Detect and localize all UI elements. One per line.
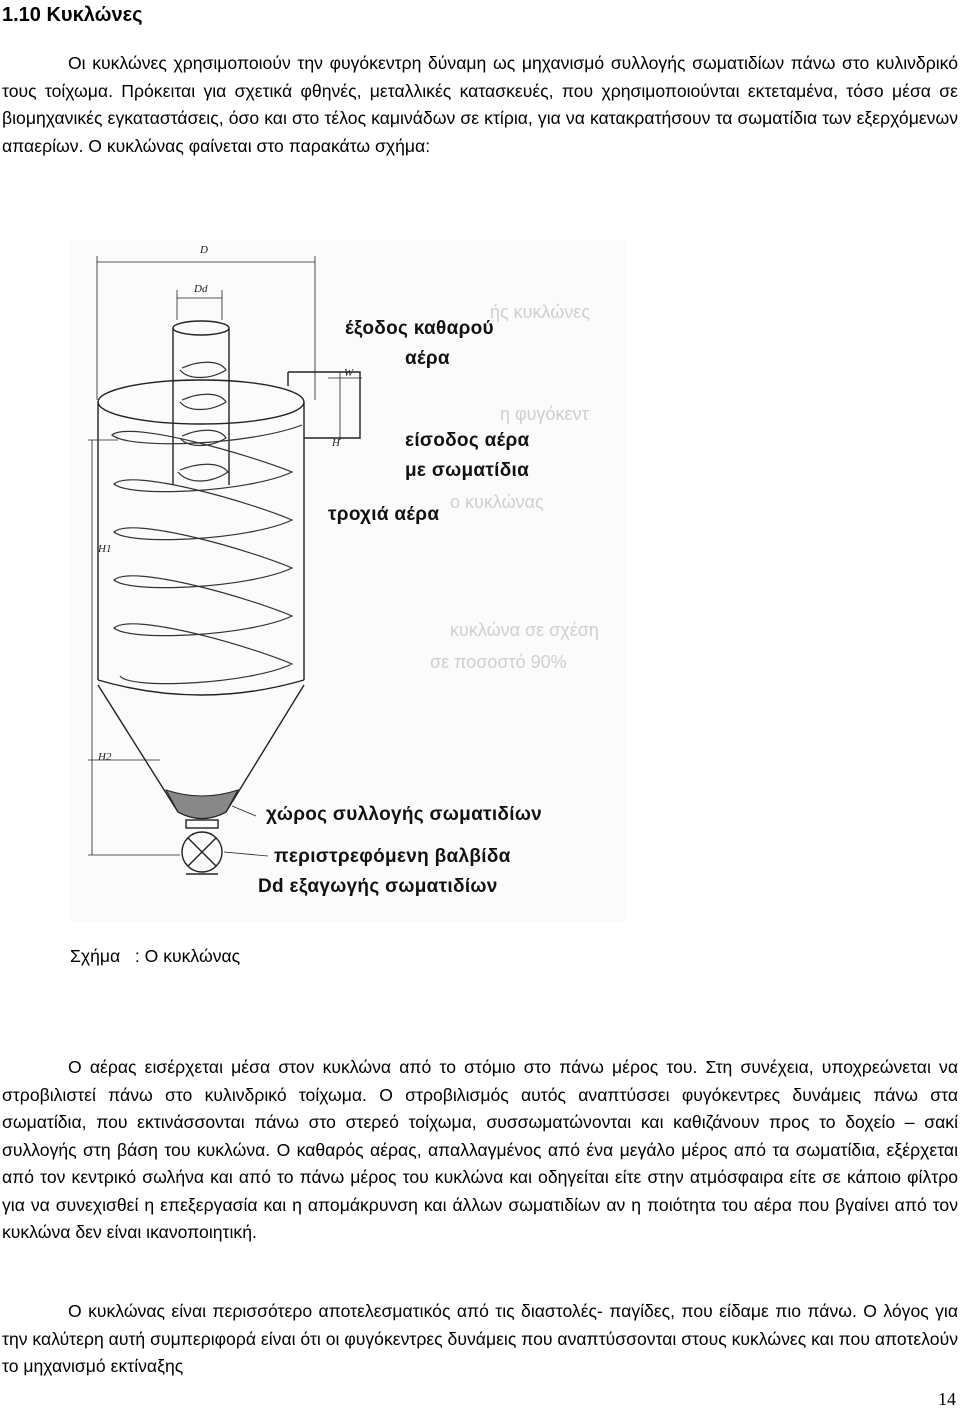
dim-d-outer: D: [200, 244, 208, 256]
label-particle-outlet: Dd εξαγωγής σωματιδίων: [258, 876, 498, 897]
svg-text:σε ποσοστό 90%: σε ποσοστό 90%: [430, 652, 567, 672]
dim-h-inlet: H: [332, 437, 340, 449]
label-clean-air-exit-1: έξοδος καθαρού: [345, 318, 494, 339]
label-clean-air-exit-2: αέρα: [405, 348, 450, 369]
label-collection-space: χώρος συλλογής σωματιδίων: [266, 804, 543, 825]
figure-caption: Σχήμα : Ο κυκλώνας: [70, 946, 241, 966]
svg-text:ο κυκλώνας: ο κυκλώνας: [450, 492, 544, 512]
dim-d-top: Dd: [194, 283, 208, 295]
svg-text:κυκλώνα σε σχέση: κυκλώνα σε σχέση: [450, 620, 599, 640]
label-air-inlet-2: με σωματίδια: [405, 460, 530, 481]
label-air-inlet-1: είσοδος αέρα: [405, 430, 530, 451]
svg-text:η φυγόκεντ: η φυγόκεντ: [500, 404, 589, 424]
svg-text:ής κυκλώνες: ής κυκλώνες: [490, 302, 591, 322]
section-heading: 1.10 Κυκλώνες: [2, 4, 143, 26]
dim-w: W: [344, 367, 354, 379]
label-air-trajectory: τροχιά αέρα: [328, 504, 440, 525]
dim-h2: H2: [98, 751, 112, 763]
page-number: 14: [938, 1389, 956, 1409]
closing-paragraph: Ο κυκλώνας είναι περισσότερο αποτελεσματικός από τις διαστολές- παγίδες, που είδαμε πιο πάνω. Ο λόγος για την καλύτερη αυτή συμπεριφορά είναι ότι οι φυγόκεντρες δυνάμεις που αναπτύσσονται στους κυκλώνες και που αποτελούν το μηχανισμό εκτίναξης: [2, 1301, 958, 1376]
label-rotary-valve: περιστρεφόμενη βαλβίδα: [274, 846, 511, 867]
cyclone-figure: [70, 240, 626, 922]
dim-h1: H1: [98, 543, 112, 555]
intro-paragraph: Οι κυκλώνες χρησιμοποιούν την φυγόκεντρη δύναμη ως μηχανισμό συλλογής σωματιδίων πάνω στο κυλινδρικό τους τοίχωμα. Πρόκειται για σχετικά φθηνές, μεταλλικές κατασκευές, που χρησιμοποιούνται εκτεταμένα, τόσο μέσα σε βιομηχανικές εγκαταστάσεις, όσο και στο τέλος καμινάδων σε κτίρια, για να κατακρατήσουν τα σωματίδια των εξερχόμενων απαερίων. Ο κυκλώνας φαίνεται στο παρακάτω σχήμα:: [2, 53, 958, 156]
body-paragraph: Ο αέρας εισέρχεται μέσα στον κυκλώνα από το στόμιο στο πάνω μέρος του. Στη συνέχεια, υποχρεώνεται να στροβιλιστεί πάνω στο κυλινδρικό τοίχωμα. Ο στροβιλισμός αυτός αναπτύσσει φυγόκεντρες δυνάμεις πάνω στα σωματίδια, που εκτινάσσονται πάνω στο στερεό τοίχωμα, συσσωματώνονται και καθιζάνουν προς το δοχείο – σακί συλλογής στη βάση του κυκλώνα. Ο καθαρός αέρας, απαλλαγμένος από ένα μεγάλο μέρος από τα σωματίδια, εξέρχεται από τον κεντρικό σωλήνα και από το πάνω μέρος του κυκλώνα και οδηγείται είτε στην ατμόσφαιρα είτε σε κάποιο φίλτρο για να συνεχισθεί η επεξεργασία και η απομάκρυνση και άλλων σωματιδίων αν η ποιότητα του αέρα που βγαίνει από τον κυκλώνα δεν είναι ικανοποιητική.: [2, 1057, 958, 1242]
